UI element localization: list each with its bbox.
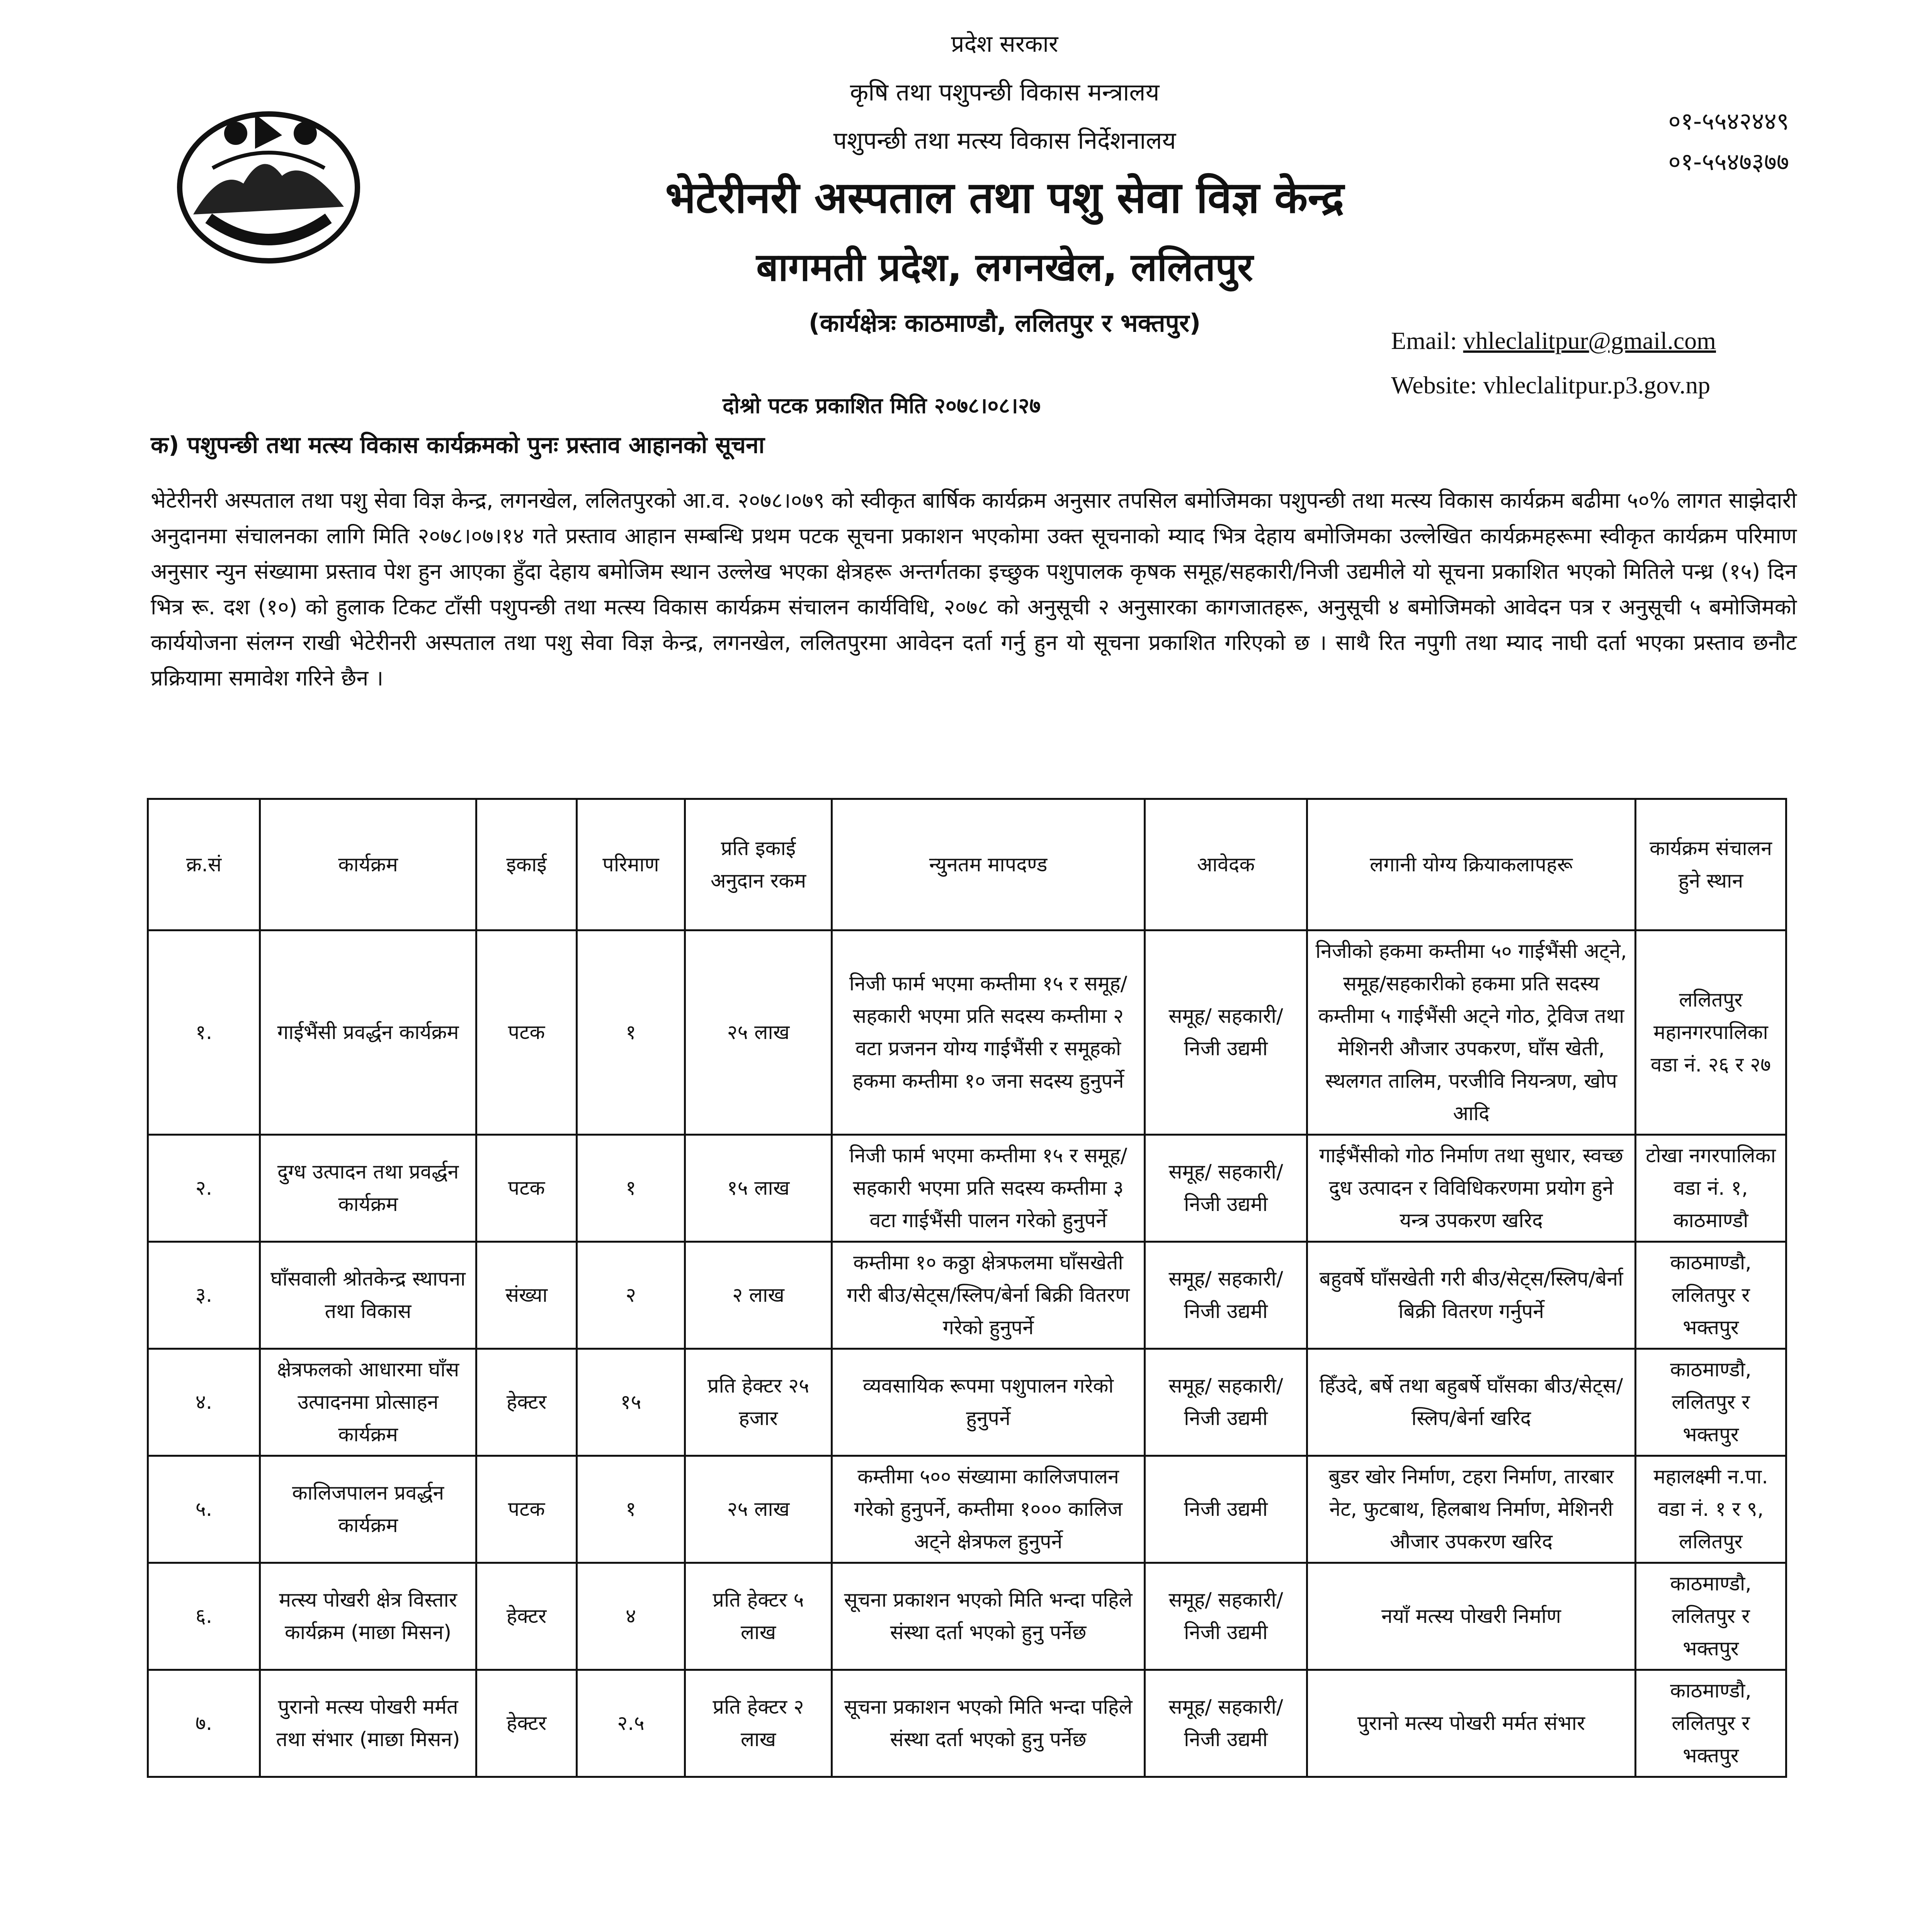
- programs-table-body: [148, 930, 1786, 1777]
- phone-number-1: ०१-५५४२४४९: [1668, 107, 1789, 135]
- programs-table-cell: २५ लाख: [685, 930, 832, 1135]
- programs-table-cell: २.५: [577, 1670, 685, 1777]
- programs-table-cell: गाईभैंसीको गोठ निर्माण तथा सुधार, स्वच्छ दुध उत्पादन र विविधिकरणमा प्रयोग हुने यन्त्र उपकरण खरिद: [1307, 1135, 1636, 1242]
- programs-table-cell: ५.: [148, 1456, 260, 1563]
- programs-table-cell: २ लाख: [685, 1242, 832, 1349]
- table-row: [148, 1135, 1786, 1242]
- programs-table-header-cell: आवेदक: [1145, 799, 1307, 930]
- programs-table-cell: समूह/ सहकारी/ निजी उद्यमी: [1145, 1563, 1307, 1670]
- header-office-name: भेटेरीनरी अस्पताल तथा पशु सेवा विज्ञ केन्द्र: [665, 173, 1344, 223]
- programs-table-cell: २: [577, 1242, 685, 1349]
- programs-table-cell: ३.: [148, 1242, 260, 1349]
- programs-table-header-cell: इकाई: [476, 799, 577, 930]
- programs-table-cell: दुग्ध उत्पादन तथा प्रवर्द्धन कार्यक्रम: [260, 1135, 476, 1242]
- programs-table-cell: हेक्टर: [476, 1563, 577, 1670]
- programs-table-cell: समूह/ सहकारी/ निजी उद्यमी: [1145, 1670, 1307, 1777]
- programs-table-header-cell: कार्यक्रम संचालन हुने स्थान: [1636, 799, 1786, 930]
- programs-table-cell: महालक्ष्मी न.पा. वडा नं. १ र ९, ललितपुर: [1636, 1456, 1786, 1563]
- programs-table-header: [148, 799, 1786, 930]
- programs-table-cell: पटक: [476, 1135, 577, 1242]
- programs-table-cell: सूचना प्रकाशन भएको मिति भन्दा पहिले संस्था दर्ता भएको हुनु पर्नेछ: [832, 1670, 1145, 1777]
- programs-table-cell: १.: [148, 930, 260, 1135]
- table-row: [148, 1670, 1786, 1777]
- header-address: बागमती प्रदेश, लगनखेल, ललितपुर: [756, 245, 1253, 290]
- header-work-area: (कार्यक्षेत्रः काठमाण्डौ, ललितपुर र भक्तपुर): [808, 309, 1201, 338]
- table-row: [148, 1349, 1786, 1456]
- programs-table-cell: प्रति हेक्टर २ लाख: [685, 1670, 832, 1777]
- programs-table-cell: पुरानो मत्स्य पोखरी मर्मत तथा संभार (माछा मिसन): [260, 1670, 476, 1777]
- section-a-title: क) पशुपन्छी तथा मत्स्य विकास कार्यक्रमको पुनः प्रस्ताव आहानको सूचना: [151, 432, 765, 459]
- programs-table-cell: कम्तीमा ५०० संख्यामा कालिजपालन गरेको हुनुपर्ने, कम्तीमा १००० कालिज अट्ने क्षेत्रफल हुनुपर्ने: [832, 1456, 1145, 1563]
- programs-table-cell: हेक्टर: [476, 1670, 577, 1777]
- programs-table-cell: ४: [577, 1563, 685, 1670]
- email-link[interactable]: vhleclalitpur@gmail.com: [1463, 327, 1716, 354]
- programs-table-cell: काठमाण्डौ, ललितपुर र भक्तपुर: [1636, 1349, 1786, 1456]
- programs-table-cell: प्रति हेक्टर ५ लाख: [685, 1563, 832, 1670]
- programs-table-cell: गाईभैंसी प्रवर्द्धन कार्यक्रम: [260, 930, 476, 1135]
- programs-table-cell: हेक्टर: [476, 1349, 577, 1456]
- programs-table-cell: निजी फार्म भएमा कम्तीमा १५ र समूह/सहकारी भएमा प्रति सदस्य कम्तीमा ३ वटा गाईभैंसी पालन गरेको हुनुपर्ने: [832, 1135, 1145, 1242]
- programs-table-cell: १: [577, 1456, 685, 1563]
- programs-table-cell: २.: [148, 1135, 260, 1242]
- programs-table: [147, 798, 1787, 1778]
- table-row: [148, 1242, 1786, 1349]
- programs-table-cell: पटक: [476, 1456, 577, 1563]
- programs-table-cell: काठमाण्डौ, ललितपुर र भक्तपुर: [1636, 1563, 1786, 1670]
- programs-table-cell: संख्या: [476, 1242, 577, 1349]
- programs-table-cell: काठमाण्डौ, ललितपुर र भक्तपुर: [1636, 1670, 1786, 1777]
- programs-table-cell: कम्तीमा १० कठ्ठा क्षेत्रफलमा घाँसखेती गरी बीउ/सेट्स/स्लिप/बेर्ना बिक्री वितरण गरेको हुनुपर्ने: [832, 1242, 1145, 1349]
- programs-table-cell: कालिजपालन प्रवर्द्धन कार्यक्रम: [260, 1456, 476, 1563]
- header-directorate: पशुपन्छी तथा मत्स्य विकास निर्देशनालय: [833, 126, 1176, 155]
- programs-table-cell: पटक: [476, 930, 577, 1135]
- notice-body-paragraph: भेटेरीनरी अस्पताल तथा पशु सेवा विज्ञ केन्द्र, लगनखेल, ललितपुरको आ.व. २०७८।०७९ को स्वीकृत बार्षिक कार्यक्रम अनुसार तपसिल बमोजिमका पशुपन्छी तथा मत्स्य विकास कार्यक्रम बढीमा ५०% लागत साझेदारी अनुदानमा संचालनका लागि मिति २०७८।०७।१४ गते प्रस्ताव आहान सम्बन्धि प्रथम पटक सूचना प्रकाशन भएकोमा उक्त सूचनाको म्याद भित्र देहाय बमोजिमका उल्लेखित कार्यक्रमहरूमा स्वीकृत कार्यक्रम परिमाण अनुसार न्युन संख्यामा प्रस्ताव पेश हुन आएका हुँदा देहाय बमोजिम स्थान उल्लेख भएका क्षेत्रहरू अन्तर्गतका इच्छुक पशुपालक कृषक समूह/सहकारी/निजी उद्यमीले यो सूचना प्रकाशित भएको मितिले पन्ध्र (१५) दिन भित्र रू. दश (१०) को हुलाक टिकट टाँसी पशुपन्छी तथा मत्स्य विकास कार्यक्रम संचालन कार्यविधि, २०७८ को अनुसूची २ अनुसारका कागजातहरू, अनुसूची ४ बमोजिमको आवेदन पत्र र अनुसूची ५ बमोजिमको कार्ययोजना संलग्न राखी भेटेरीनरी अस्पताल तथा पशु सेवा विज्ञ केन्द्र, लगनखेल, ललितपुरमा आवेदन दर्ता गर्नु हुन यो सूचना प्रकाशित गरिएको छ । साथै रित नपुगी तथा म्याद नाघी दर्ता भएका प्रस्ताव छनौट प्रक्रियामा समावेश गरिने छैन ।: [151, 488, 1797, 691]
- email-line: [1391, 327, 1716, 355]
- programs-table-cell: बुडर खोर निर्माण, टहरा निर्माण, तारबार नेट, फुटबाथ, हिलबाथ निर्माण, मेशिनरी औजार उपकरण खरिद: [1307, 1456, 1636, 1563]
- programs-table-cell: समूह/ सहकारी/ निजी उद्यमी: [1145, 1349, 1307, 1456]
- programs-table-cell: क्षेत्रफलको आधारमा घाँस उत्पादनमा प्रोत्साहन कार्यक्रम: [260, 1349, 476, 1456]
- email-label: Email:: [1391, 327, 1463, 354]
- programs-table-header-cell: क्र.सं: [148, 799, 260, 930]
- programs-table-cell: नयाँ मत्स्य पोखरी निर्माण: [1307, 1563, 1636, 1670]
- programs-table-cell: समूह/ सहकारी/ निजी उद्यमी: [1145, 930, 1307, 1135]
- header-ministry: कृषि तथा पशुपन्छी विकास मन्त्रालय: [850, 78, 1160, 106]
- programs-table-header-cell: लगानी योग्य क्रियाकलापहरू: [1307, 799, 1636, 930]
- programs-table-cell: प्रति हेक्टर २५ हजार: [685, 1349, 832, 1456]
- programs-table-cell: २५ लाख: [685, 1456, 832, 1563]
- programs-table-cell: १: [577, 1135, 685, 1242]
- programs-table-header-cell: कार्यक्रम: [260, 799, 476, 930]
- publish-date: दोश्रो पटक प्रकाशित मिति २०७८।०८।२७: [723, 393, 1041, 418]
- programs-table-header-cell: परिमाण: [577, 799, 685, 930]
- table-row: [148, 930, 1786, 1135]
- nepal-emblem-icon: [166, 91, 371, 272]
- programs-table-header-cell: न्युनतम मापदण्ड: [832, 799, 1145, 930]
- programs-table-cell: १: [577, 930, 685, 1135]
- programs-table-header-cell: प्रति इकाई अनुदान रकम: [685, 799, 832, 930]
- programs-table-cell: समूह/ सहकारी/ निजी उद्यमी: [1145, 1135, 1307, 1242]
- website-label: Website:: [1391, 371, 1483, 399]
- header-government: प्रदेश सरकार: [951, 31, 1058, 58]
- programs-table-cell: निजीको हकमा कम्तीमा ५० गाईभैंसी अट्ने, समूह/सहकारीको हकमा प्रति सदस्य कम्तीमा ५ गाईभैंसी अट्ने गोठ, ट्रेविज तथा मेशिनरी औजार उपकरण, घाँस खेती, स्थलगत तालिम, परजीवि नियन्त्रण, खोप आदि: [1307, 930, 1636, 1135]
- website-link[interactable]: vhleclalitpur.p3.gov.np: [1483, 371, 1711, 399]
- programs-table-cell: घाँसवाली श्रोतकेन्द्र स्थापना तथा विकास: [260, 1242, 476, 1349]
- programs-table-cell: ४.: [148, 1349, 260, 1456]
- programs-table-cell: मत्स्य पोखरी क्षेत्र विस्तार कार्यक्रम (माछा मिसन): [260, 1563, 476, 1670]
- programs-table-cell: ७.: [148, 1670, 260, 1777]
- programs-table-cell: १५ लाख: [685, 1135, 832, 1242]
- programs-table-cell: काठमाण्डौ, ललितपुर र भक्तपुर: [1636, 1242, 1786, 1349]
- phone-number-2: ०१-५५४७३७७: [1668, 148, 1789, 176]
- website-line: [1391, 371, 1710, 400]
- programs-table-cell: ६.: [148, 1563, 260, 1670]
- programs-table-cell: पुरानो मत्स्य पोखरी मर्मत संभार: [1307, 1670, 1636, 1777]
- table-row: [148, 1563, 1786, 1670]
- programs-table-cell: हिँउदे, बर्षे तथा बहुबर्षे घाँसका बीउ/सेट्स/स्लिप/बेर्ना खरिद: [1307, 1349, 1636, 1456]
- programs-table-cell: निजी उद्यमी: [1145, 1456, 1307, 1563]
- programs-table-cell: समूह/ सहकारी/ निजी उद्यमी: [1145, 1242, 1307, 1349]
- programs-table-cell: टोखा नगरपालिका वडा नं. १, काठमाण्डौ: [1636, 1135, 1786, 1242]
- programs-table-cell: ललितपुर महानगरपालिका वडा नं. २६ र २७: [1636, 930, 1786, 1135]
- programs-table-cell: निजी फार्म भएमा कम्तीमा १५ र समूह/सहकारी भएमा प्रति सदस्य कम्तीमा २ वटा प्रजनन योग्य गाईभैंसी र समूहको हकमा कम्तीमा १० जना सदस्य हुनुपर्ने: [832, 930, 1145, 1135]
- programs-table-cell: १५: [577, 1349, 685, 1456]
- programs-table-cell: सूचना प्रकाशन भएको मिति भन्दा पहिले संस्था दर्ता भएको हुनु पर्नेछ: [832, 1563, 1145, 1670]
- table-row: [148, 1456, 1786, 1563]
- programs-table-cell: बहुवर्षे घाँसखेती गरी बीउ/सेट्स/स्लिप/बेर्ना बिक्री वितरण गर्नुपर्ने: [1307, 1242, 1636, 1349]
- programs-table-cell: व्यवसायिक रूपमा पशुपालन गरेको हुनुपर्ने: [832, 1349, 1145, 1456]
